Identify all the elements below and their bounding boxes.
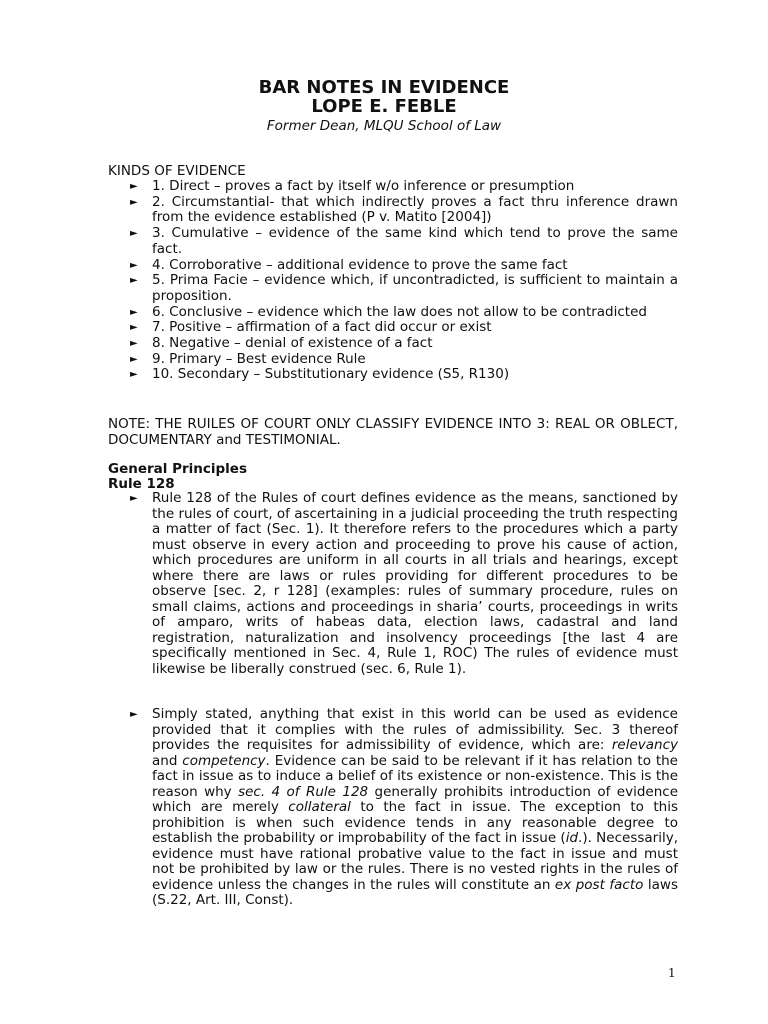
triangle-bullet-icon: ► — [130, 275, 138, 287]
list-item: ► 3. Cumulative – evidence of the same kind which tend to prove the same fact. — [130, 225, 678, 257]
author-affiliation: Former Dean, MLQU School of Law — [266, 118, 502, 134]
kinds-of-evidence-list — [130, 179, 678, 383]
subheading-rule-128: Rule 128 — [108, 476, 175, 492]
list-item: ► 10. Secondary – Substitutionary evidence (S5, R130) — [130, 366, 510, 383]
triangle-bullet-icon: ► — [130, 306, 138, 318]
triangle-bullet-icon: ► — [130, 709, 138, 720]
list-item: ► 1. Direct – proves a fact by itself w/o inference or presumption — [130, 178, 575, 194]
author-name: LOPE E. FEBLE — [311, 96, 457, 117]
paragraph-rule-128: ► Rule 128 of the Rules of court defines evidence as the means, sanctioned by the rules of court, of ascertaining in a judicial proceeding the truth respecting a matter of fact (Sec. 1). It therefore refers to the procedures which a party must observe in every action and proceeding to prove his cause of action, which procedures are uniform in all courts in all trials and hearings, except where there are laws or rules providing for different procedures to be observe [sec. 2, r 128] (examples: rules of summary procedure, rules on small claims, actions and proceedings in sharia’ courts, proceedings in writs of amparo, writs of habeas data, election laws, cadastral and land registration, naturalization and insolvency proceedings [the last 4 are specifically mentioned in Sec. 4, Rule 1, ROC) The rules of evidence must likewise be liberally construed (sec. 6, Rule 1). — [130, 490, 679, 677]
triangle-bullet-icon: ► — [130, 228, 138, 240]
list-item: ► 7. Positive – affirmation of a fact did occur or exist — [130, 319, 492, 336]
triangle-bullet-icon: ► — [130, 338, 138, 350]
list-item: ► 9. Primary – Best evidence Rule — [130, 350, 366, 367]
list-item: ► 2. Circumstantial- that which indirectly proves a fact thru inference drawn from the evidence established (P v. Matito [2004]) — [130, 193, 678, 226]
triangle-bullet-icon: ► — [130, 353, 138, 365]
list-item: ► 6. Conclusive – evidence which the law does not allow to be contradicted — [130, 303, 647, 320]
document-title: BAR NOTES IN EVIDENCE — [258, 77, 510, 98]
list-item: ► 5. Prima Facie – evidence which, if uncontradicted, is sufficient to maintain a proposition. — [130, 272, 678, 304]
page-number: 1 — [668, 966, 676, 980]
list-item: ► 8. Negative – denial of existence of a fact — [130, 335, 433, 352]
triangle-bullet-icon: ► — [130, 493, 138, 504]
section-heading-kinds: KINDS OF EVIDENCE — [108, 163, 246, 179]
section-heading-general: General Principles — [108, 461, 248, 477]
classification-note: NOTE: THE RUILES OF COURT ONLY CLASSIFY EVIDENCE INTO 3: REAL OR OBLECT, DOCUMENTARY and TESTIMONIAL. — [108, 416, 678, 448]
triangle-bullet-icon: ► — [130, 322, 138, 334]
list-item: ► 4. Corroborative – additional evidence to prove the same fact — [130, 256, 568, 273]
paragraph-admissibility: ► Simply stated, anything that exist in this world can be used as evidence provided that it complies with the rules of admissibility. Sec. 3 thereof provides the requisites for admissibility of evidence, which are: relevancy and competency. Evidence can be said to be relevant if it has relation to the fact in issue as to induce a belief of its existence or non-existence. This is the reason why sec. 4 of Rule 128 generally prohibits introduction of evidence which are merely collateral to the fact in issue. The exception to this prohibition is when such evidence tends in any reasonable degree to establish the probability or improbability of the fact in issue (id.). Necessarily, evidence must have rational probative value to the fact in issue and must not be prohibited by law or the rules. There is no vested rights in the rules of evidence unless the changes in the rules will constitute an ex post facto laws (S.22, Art. III, Const). — [130, 706, 678, 908]
triangle-bullet-icon: ► — [130, 259, 138, 271]
triangle-bullet-icon: ► — [130, 181, 138, 192]
triangle-bullet-icon: ► — [130, 196, 138, 208]
triangle-bullet-icon: ► — [130, 369, 138, 381]
